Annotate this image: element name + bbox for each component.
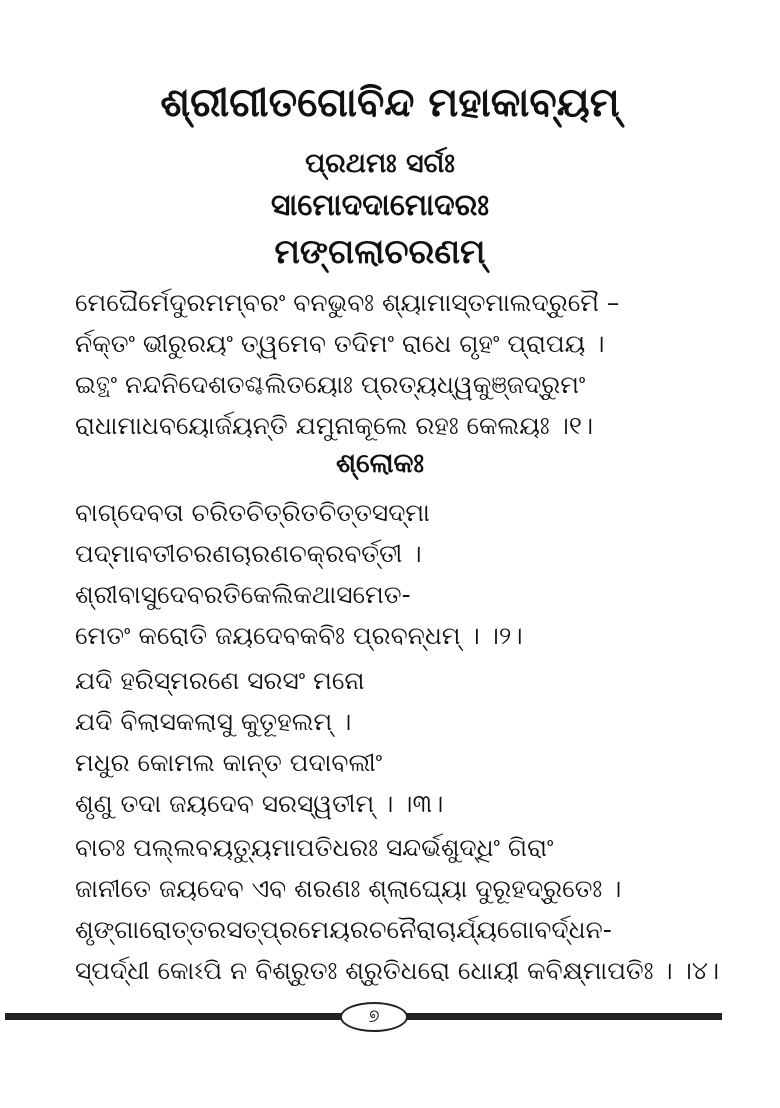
verse-line: ବାଗ୍‌ଦେବତା ଚରିତଚିତ୍ରିତଚିତ୍ତସଦ୍ମା bbox=[75, 498, 430, 527]
verse-line: ଯଦି ବିଲାସକଲାସୁ କୁତୂହଲମ୍ । bbox=[75, 707, 352, 736]
verse-3 bbox=[75, 660, 443, 824]
verse-line: ରାଧାମାଧବୟୋର୍ଜୟନ୍ତି ଯମୁନାକୂଲେ ରହଃ କେଲୟଃ ।୧। bbox=[75, 411, 594, 440]
verse-line: ମେତଂ କରୋତି ଜୟଦେବକବିଃ ପ୍ରବନ୍ଧମ୍ । ।୨। bbox=[75, 621, 523, 650]
page-number: ୭ bbox=[340, 1002, 408, 1032]
section-heading: ମଙ୍ଗଲାଚରଣମ୍ bbox=[274, 232, 486, 272]
verse-2 bbox=[75, 492, 523, 656]
verse-line: ଯଦି ହରିସ୍ମରଣେ ସରସଂ ମନୋ bbox=[75, 666, 365, 695]
verse-line: ଜାନୀତେ ଜୟଦେବ ଏବ ଶରଣଃ ଶ୍ଲାଘ୍ୟୋ ଦୁରୂହଦ୍ରୁତେଃ । bbox=[75, 874, 622, 903]
canto-heading: ପ୍ରଥମଃ ସର୍ଗଃ bbox=[305, 148, 455, 179]
verse-line: ପଦ୍ମାବତୀଚରଣଚାରଣଚକ୍ରବର୍ତ୍ତୀ । bbox=[75, 539, 422, 568]
verse-line: ଶ୍ରୀବାସୁଦେବରତିକେଲିକଥାସମେତ- bbox=[75, 580, 411, 609]
page-title: ଶ୍ରୀଗୀତଗୋବିନ୍ଦ ମହାକାବ୍ୟମ୍ bbox=[160, 80, 620, 126]
verse-line: ଇତ୍ଥଂ ନନ୍ଦନିଦେଶତଶ୍ଚଲିତୟୋଃ ପ୍ରତ୍ୟଧ୍ୱକୁଞ୍ଜଦ୍ରୁମଂ bbox=[75, 370, 586, 399]
verse-line: ଶୃଣୁ ତଦା ଜୟଦେବ ସରସ୍ୱତୀମ୍ । ।୩। bbox=[75, 789, 444, 818]
verse-line: ମେଘୈର୍ମେଦୁରମମ୍ବରଂ ବନଭୁବଃ ଶ୍ୟାମାସ୍ତମାଲଦ୍ରୁମୈ – bbox=[75, 288, 620, 317]
verse-line: ମଧୁର କୋମଲ କାନ୍ତ ପଦାବଲୀଂ bbox=[75, 748, 383, 777]
verse-line: ସ୍ପର୍ଦ୍ଧୀ କୋଽପି ନ ବିଶ୍ରୁତଃ ଶ୍ରୁତିଧରୋ ଧୋୟୀ କବିକ୍ଷ୍ମାପତିଃ । ।୪। bbox=[75, 956, 720, 985]
verse-line: ବାଚଃ ପଲ୍ଲବୟତ୍ୟୁମାପତିଧରଃ ସନ୍ଦର୍ଭଶୁଦ୍ଧିଂ ଗିରାଂ bbox=[75, 833, 554, 862]
verse-line: ର୍ନକ୍ତଂ ଭୀରୁରୟଂ ତ୍ୱମେବ ତଦିମଂ ରାଧେ ଗୃହଂ ପ୍ରାପୟ । bbox=[75, 329, 605, 358]
verse-4 bbox=[75, 827, 719, 991]
shloka-heading: ଶ୍ଲୋକଃ bbox=[335, 448, 425, 479]
canto-name: ସାମୋଦଦାମୋଦରଃ bbox=[270, 188, 490, 223]
verse-line: ଶୃଙ୍ଗାରୋତ୍ତରସତ୍‌ପ୍ରମେୟରଚନୈରାଚାର୍ଯ୍ୟଗୋବର୍ଦ୍ଧନ- bbox=[75, 915, 612, 944]
verse-1 bbox=[75, 282, 619, 446]
